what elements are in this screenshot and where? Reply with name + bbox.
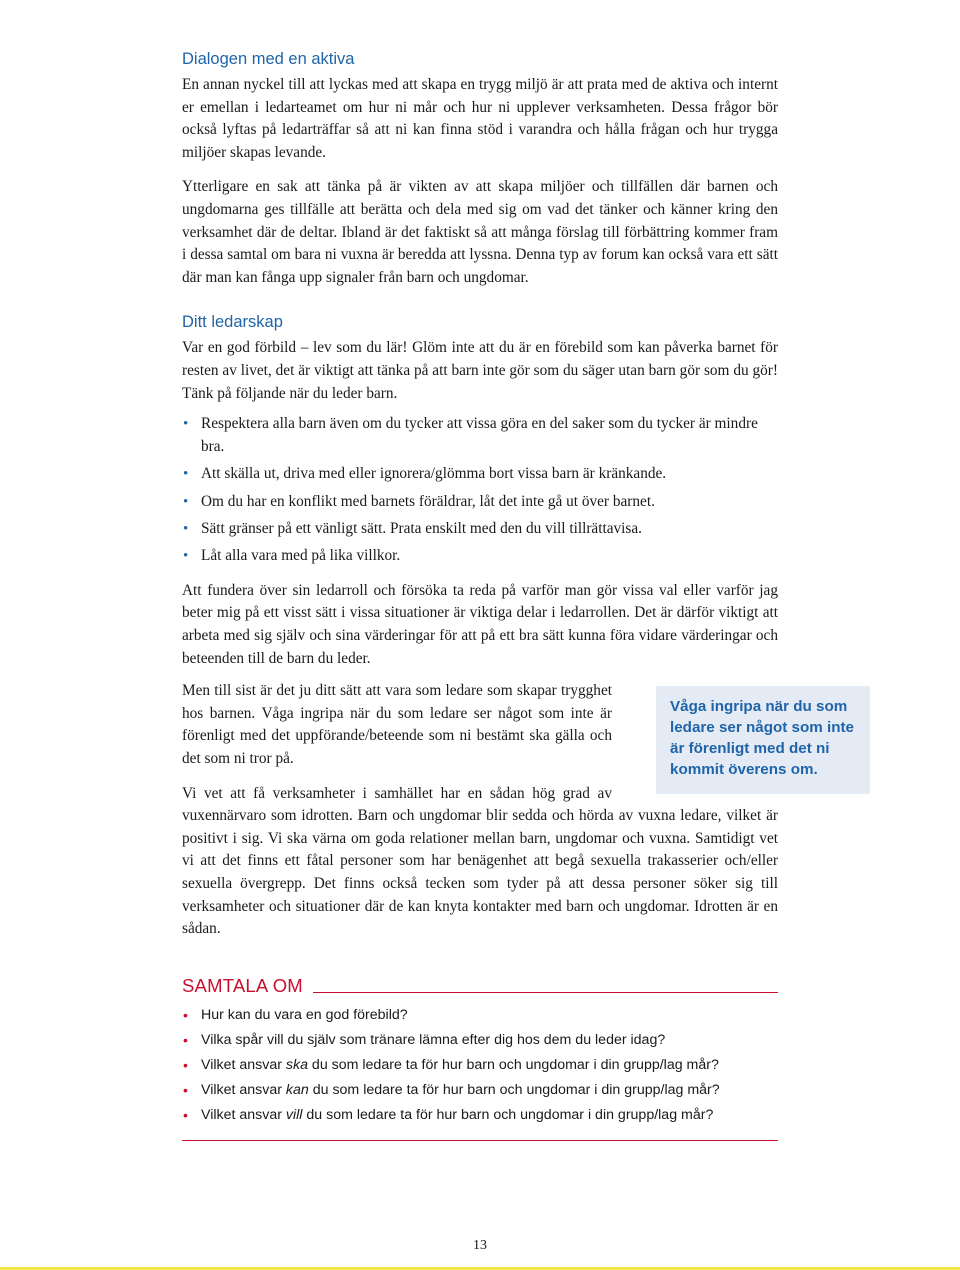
question-emphasis: ska — [285, 1056, 308, 1073]
question-text-rest: du som ledare ta för hur barn och ungdomar i din grupp/lag mår? — [308, 1081, 720, 1098]
list-item-text: Att skälla ut, driva med eller ignorera/glömma bort vissa barn är kränkande. — [201, 465, 667, 483]
title-rule — [313, 992, 778, 993]
list-item — [182, 491, 778, 514]
list-item — [182, 463, 778, 486]
question-text-rest: du som ledare ta för hur barn och ungdomar i din grupp/lag mår? — [302, 1106, 714, 1123]
bullet-dot-icon: • — [183, 466, 189, 483]
list-item-text: Om du har en konflikt med barnets föräldrar, låt det inte gå ut över barnet. — [201, 492, 655, 510]
leadership-bullet-list — [182, 413, 778, 568]
document-page — [182, 40, 854, 1141]
bullet-dot-icon: • — [183, 416, 189, 433]
list-item — [182, 518, 778, 541]
page-number: 13 — [473, 1238, 487, 1253]
paragraph: En annan nyckel till att lyckas med att skapa en trygg miljö är att prata med de aktiva och internt er emellan i ledarteamet om hur ni mår och hur ni upplever verksamheten. Dessa frågor bör också lyftas på ledarträffar så att ni kan finna stöd i varandra och hålla frågan och hur trygga miljöer skapas levande. — [182, 76, 778, 161]
question-text: Vilket ansvar — [201, 1106, 286, 1123]
question-item — [182, 1105, 778, 1125]
list-item-text: Respektera alla barn även om du tycker att vissa göra en del saker som du tycker är mindre bra. — [201, 415, 758, 455]
question-item — [182, 1080, 778, 1100]
discussion-question-list — [182, 1005, 778, 1141]
question-item — [182, 1005, 778, 1025]
question-item — [182, 1055, 778, 1075]
bullet-dot-icon: • — [183, 548, 189, 565]
section-heading-dialogen: Dialogen med en aktiva — [182, 50, 355, 68]
question-emphasis: kan — [285, 1081, 309, 1098]
question-text: Vilka spår vill du själv som tränare lämna efter dig hos dem du leder idag? — [201, 1031, 666, 1048]
paragraph: Att fundera över sin ledarroll och försöka ta reda på varför man gör vissa val eller varför jag beter mig på ett visst sätt i vissa situationer är viktiga delar i ledarrollen. Det är därför viktigt att arbeta med sig själv och sina värderingar för att på ett bra sätt kunna föra vidare värderingar och beteenden till de barn du leder. — [182, 581, 778, 667]
question-text: Hur kan du vara en god förebild? — [201, 1006, 408, 1023]
list-item-text: Låt alla vara med på lika villkor. — [201, 547, 401, 565]
bullet-dot-icon: • — [183, 1106, 188, 1123]
question-text: Vilket ansvar — [201, 1056, 286, 1073]
question-text: Vilket ansvar — [201, 1081, 286, 1098]
paragraph: Var en god förbild – lev som du lär! Glöm inte att du är en förebild som kan påverka barnet för resten av livet, det är viktigt att tänka på att barn inte gör som du säger utan barn gör som du gör! Tänk på följande när du leder barn. — [182, 339, 778, 402]
discussion-title: SAMTALA OM — [182, 974, 303, 996]
question-text-rest: du som ledare ta för hur barn och ungdomar i din grupp/lag mår? — [307, 1056, 719, 1073]
paragraph: Men till sist är det ju ditt sätt att vara som ledare som skapar trygghet hos barnen. Våga ingripa när du som ledare ser något som inte är förenligt med det uppförande/beteende som ni bestämt ska gälla och det som ni tror på. — [182, 682, 612, 768]
float-text-block — [182, 680, 854, 941]
question-item — [182, 1030, 778, 1050]
discussion-box — [182, 975, 778, 1141]
paragraph: Vi vet att få verksamheter i samhället har en sådan hög grad av vuxennärvaro som idrotten. Barn och ungdomar blir sedda och hörda av vuxna ledare, vilket är positivt i sig. Vi ska värna om goda relationer mellan barn, ungdomar och vuxna. Samtidigt vet vi att det finns ett fåtal personer som har benägenhet att begå sexuella trakasserier och/eller sexuella övergrepp. Det finns också tecken som tyder på att dessa personer söker sig till verksamheter och situationer där de kan knyta kontakter med barn och ungdomar. Idrotten är en sådan. — [182, 784, 778, 938]
bullet-dot-icon: • — [183, 493, 189, 510]
list-item — [182, 545, 778, 568]
bullet-dot-icon: • — [183, 1056, 188, 1073]
paragraph: Ytterligare en sak att tänka på är vikten av att skapa miljöer och tillfällen där barnen och ungdomarna ges tillfälle att berätta och dela med sig om vad det tänker och känner kring den verksamhet där de deltar. Ibland är det faktiskt så att många förslag till förbättring kommer fram i dessa samtal om bara ni vuxna är beredda att lyssna. Denna typ av forum kan också vara ett sätt där man kan fånga upp signaler från barn och ungdomar. — [182, 178, 778, 286]
question-emphasis: vill — [285, 1106, 303, 1123]
section-heading-ledarskap: Ditt ledarskap — [182, 313, 283, 332]
bullet-dot-icon: • — [183, 1081, 188, 1098]
discussion-header — [182, 975, 778, 997]
list-item-text: Sätt gränser på ett vänligt sätt. Prata enskilt med den du vill tillrättavisa. — [201, 519, 642, 537]
bullet-dot-icon: • — [183, 1006, 188, 1023]
bullet-dot-icon: • — [183, 520, 189, 537]
pull-quote-box: Våga ingripa när du som ledare ser något som inte är förenligt med det ni kommit överens om. — [656, 686, 870, 794]
bullet-dot-icon: • — [183, 1031, 188, 1048]
list-item — [182, 413, 778, 458]
